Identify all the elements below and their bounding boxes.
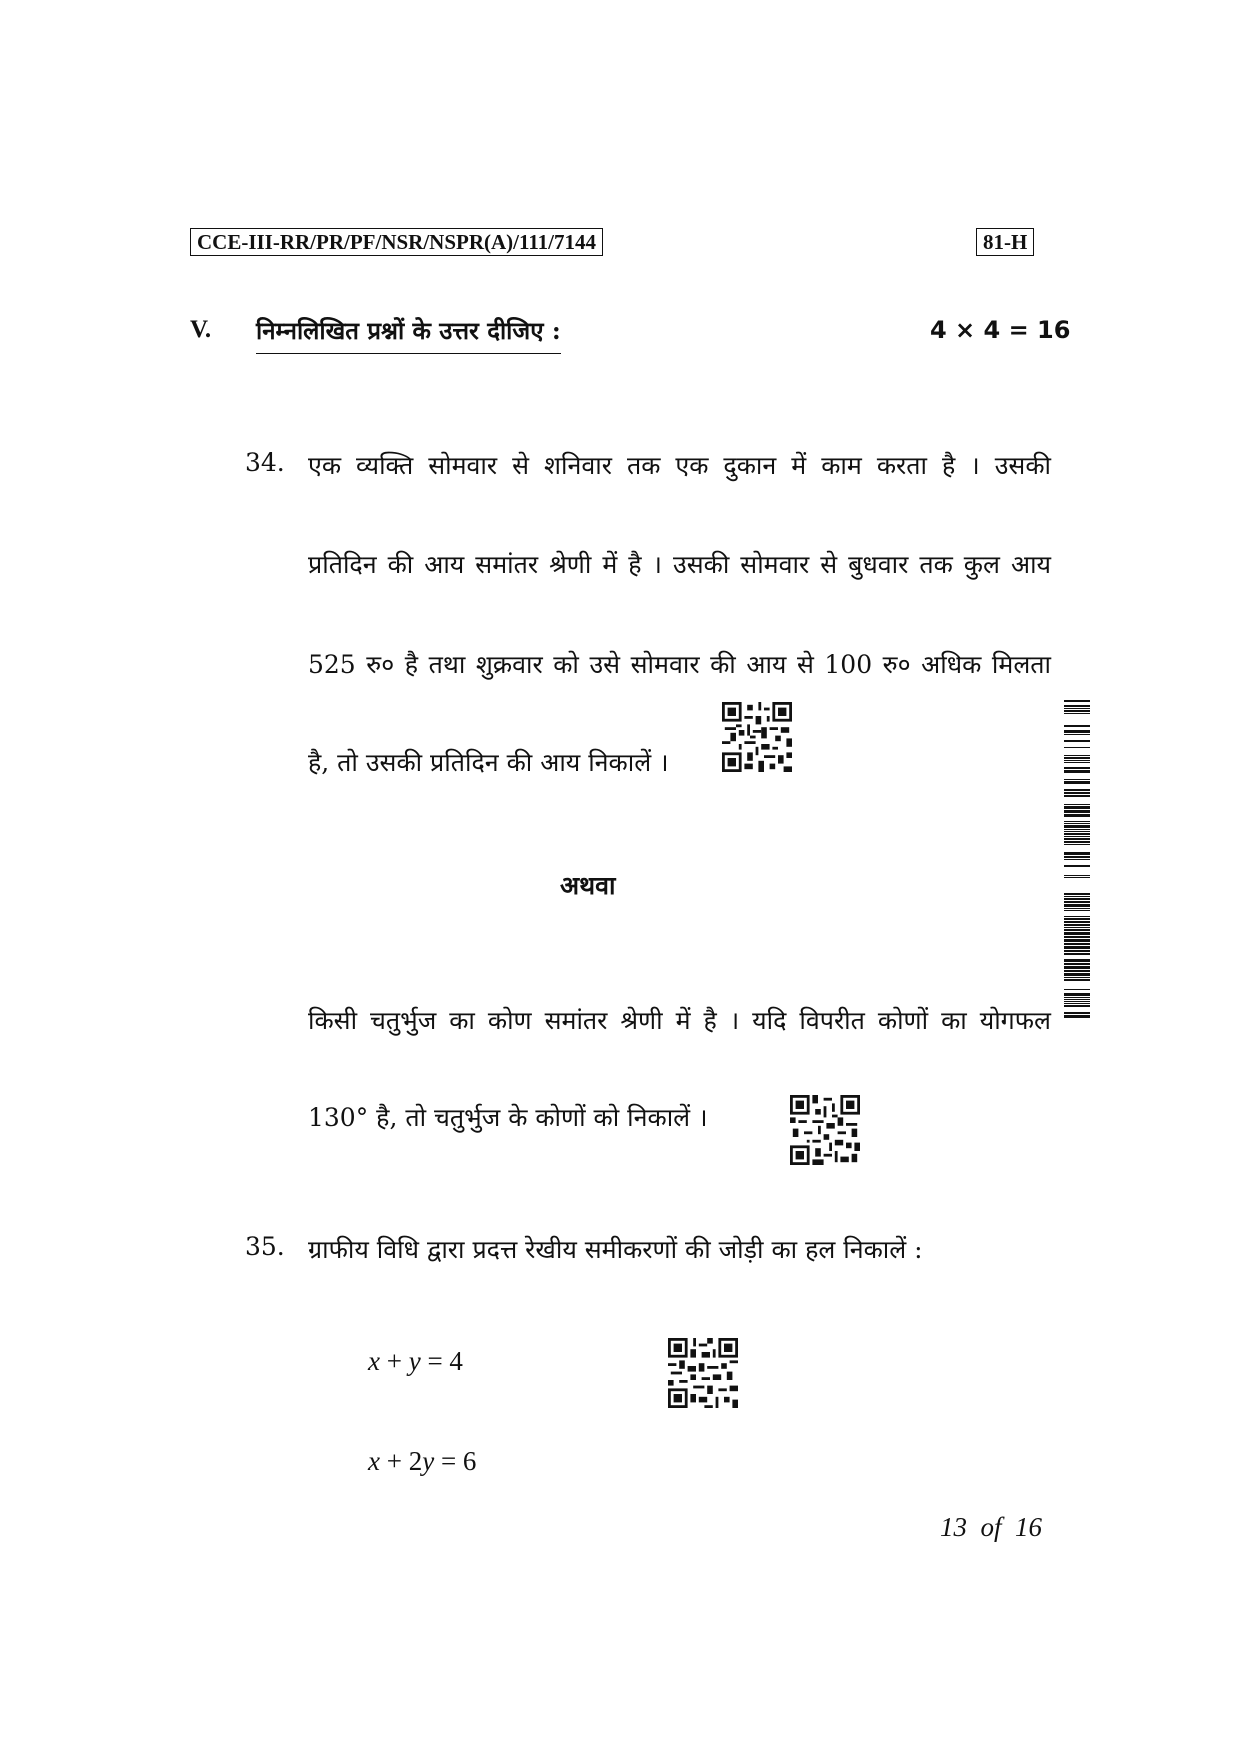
question-number-34: 34. (245, 448, 285, 477)
q34-alt-line-1: किसी चतुर्भुज का कोण समांतर श्रेणी में है । यदि विपरीत कोणों का योगफल (308, 1006, 1051, 1035)
q34-alt-line-2: 130° है, तो चतुर्भुज के कोणों को निकालें । (308, 1103, 708, 1132)
q34-line-2: प्रतिदिन की आय समांतर श्रेणी में है । उसकी सोमवार से बुधवार तक कुल आय (308, 550, 1051, 579)
qr-code-icon (790, 1095, 860, 1165)
section-marks: 4 × 4 = 16 (930, 316, 1071, 344)
q34-line-4: है, तो उसकी प्रतिदिन की आय निकालें । (308, 748, 669, 777)
equation-2: x + 2y = 6 (368, 1446, 477, 1476)
q34-line-3: 525 रु० है तथा शुक्रवार को उसे सोमवार की आय से 100 रु० अधिक मिलता (308, 650, 1051, 679)
subject-code: 81-H (976, 228, 1034, 256)
q35-text: ग्राफीय विधि द्वारा प्रदत्त रेखीय समीकरणों की जोड़ी का हल निकालें : (308, 1235, 923, 1264)
q34-line-1: एक व्यक्ति सोमवार से शनिवार तक एक दुकान में काम करता है । उसकी (308, 451, 1051, 480)
page-number: 13 of 16 (940, 1512, 1043, 1542)
question-number-35: 35. (245, 1232, 285, 1261)
section-number: V. (190, 316, 212, 343)
barcode-icon (1064, 700, 1090, 1020)
or-label: अथवा (560, 871, 616, 900)
qr-code-icon (722, 702, 792, 772)
qr-code-icon (668, 1338, 738, 1408)
equation-1: x + y = 4 (368, 1346, 463, 1376)
paper-code: CCE-III-RR/PR/PF/NSR/NSPR(A)/111/7144 (190, 228, 603, 256)
section-instruction: निम्नलिखित प्रश्नों के उत्तर दीजिए : (256, 314, 561, 354)
